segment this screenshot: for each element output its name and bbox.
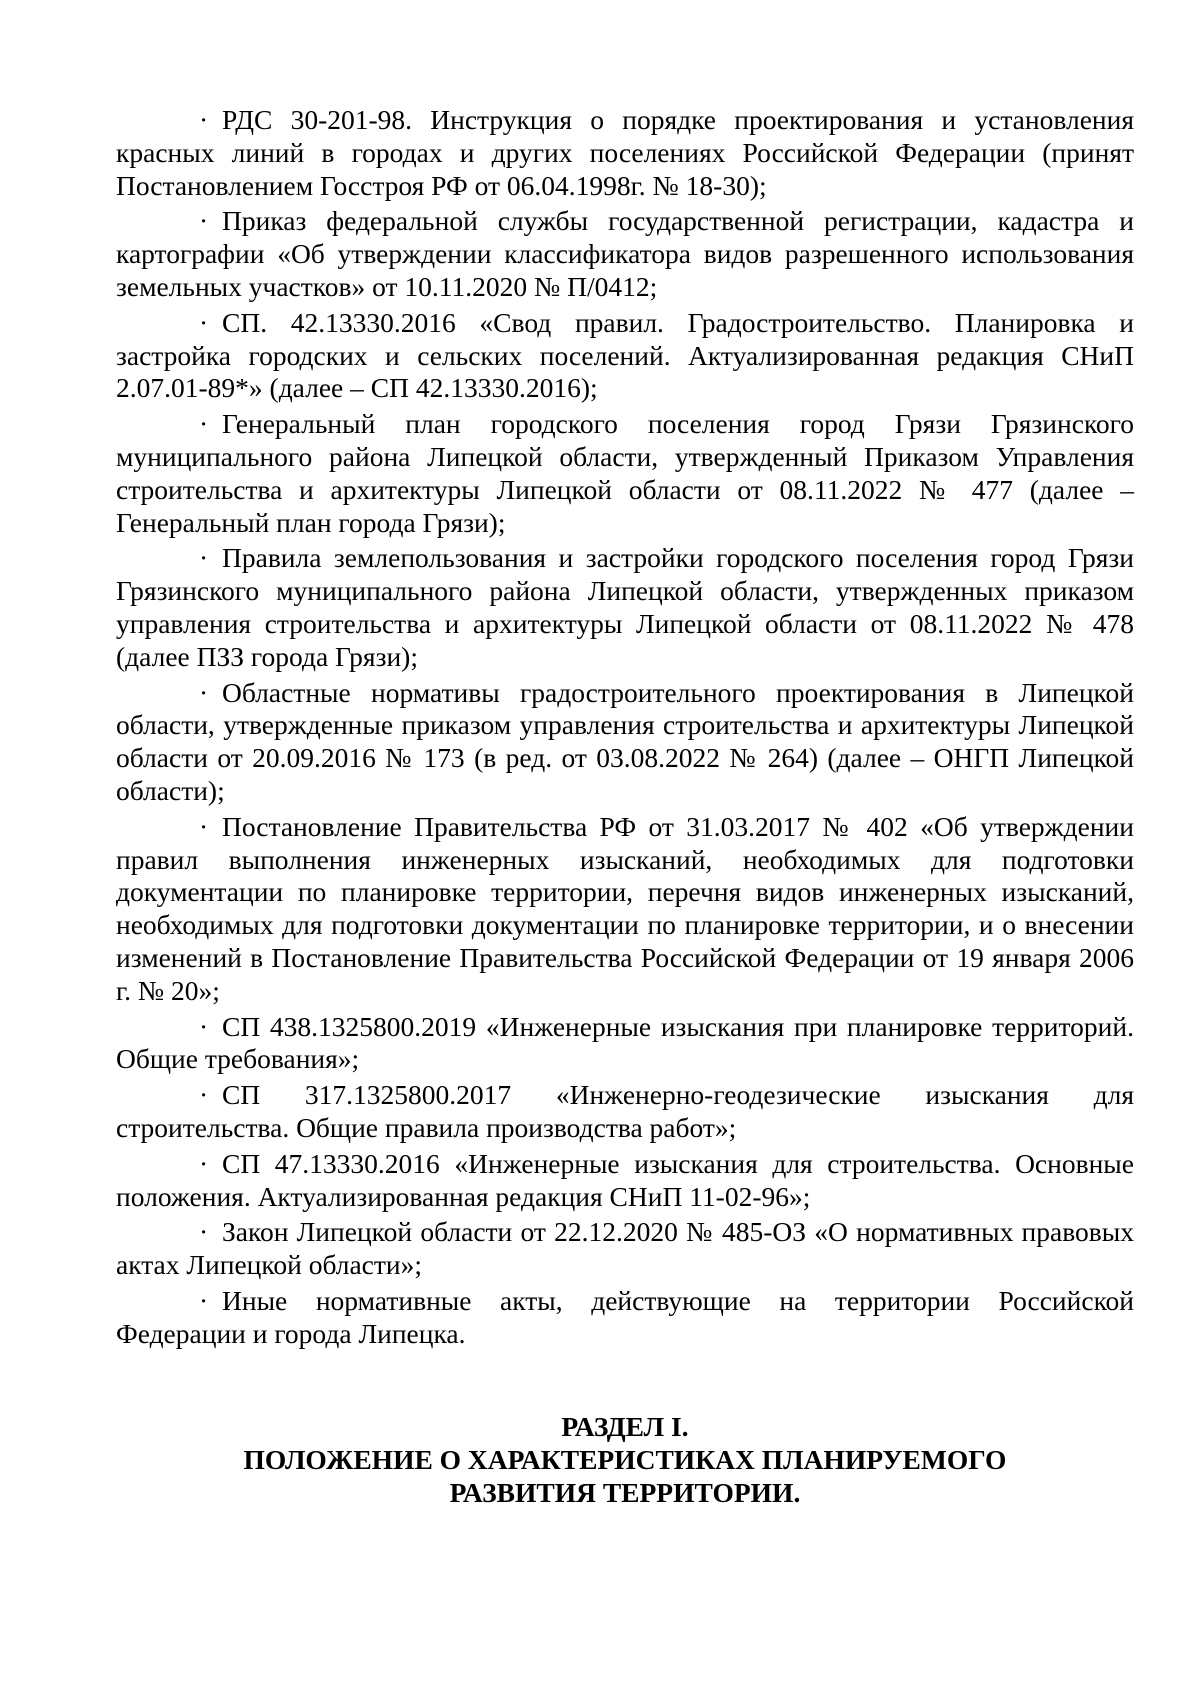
list-item-text: Областные нормативы градостроительного проектирования в Липецкой области, утвержденные приказом управления строительства и архитектуры Липецкой области от 20.09.2016 № 173 (в ред. от 03.08.2022 № 264) (далее – ОНГП Липецкой области); — [116, 676, 1134, 806]
list-item-text: СП. 42.13330.2016 «Свод правил. Градостроительство. Планировка и застройка городских и сельских поселений. Актуализированная редакция СНиП 2.07.01-89*» (далее – СП 42.13330.2016); — [116, 306, 1134, 404]
section-heading — [116, 1411, 1134, 1509]
list-item-sp-42 — [116, 307, 1134, 405]
list-item-sp-438 — [116, 1011, 1134, 1077]
list-item-text: Приказ федеральной службы государственной регистрации, кадастра и картографии «Об утверждении классификатора видов разрешенного использования земельных участков» от 10.11.2020 № П/0412; — [116, 205, 1134, 302]
list-item-pzz — [116, 542, 1134, 673]
bullet: · — [199, 676, 209, 708]
list-item-sp-317 — [116, 1079, 1134, 1145]
bullet: · — [199, 104, 209, 135]
bullet: · — [199, 1079, 209, 1111]
list-item-text: Закон Липецкой области от 22.12.2020 № 485-ОЗ «О нормативных правовых актах Липецкой области»; — [116, 1216, 1134, 1281]
list-item-text: Правила землепользования и застройки городского поселения город Грязи Грязинского муниципального района Липецкой области, утвержденных приказом управления строительства и архитектуры Липецкой области от 08.11.2022 № 478 (далее ПЗЗ города Грязи); — [116, 542, 1134, 672]
list-item-law-485 — [116, 1216, 1134, 1282]
section-number: РАЗДЕЛ I. — [561, 1411, 689, 1443]
bullet: · — [199, 1147, 209, 1179]
bullet: · — [199, 306, 209, 338]
bullet: · — [199, 1216, 209, 1248]
list-item-order-classifier — [116, 205, 1134, 303]
list-item-text: СП 317.1325800.2017 «Инженерно-геодезические изыскания для строительства. Общие правила производства работ»; — [116, 1079, 1134, 1143]
document-page — [116, 104, 1134, 1510]
bullet: · — [199, 205, 209, 237]
section-title-line-1: ПОЛОЖЕНИЕ О ХАРАКТЕРИСТИКАХ ПЛАНИРУЕМОГО — [243, 1444, 1007, 1476]
list-item-general-plan — [116, 408, 1134, 539]
list-item-text: СП 47.13330.2016 «Инженерные изыскания для строительства. Основные положения. Актуализированная редакция СНиП 11-02-96»; — [116, 1147, 1134, 1212]
list-item-text: СП 438.1325800.2019 «Инженерные изыскания при планировке территорий. Общие требования»; — [116, 1010, 1134, 1075]
section-title-line-2: РАЗВИТИЯ ТЕРРИТОРИИ. — [449, 1477, 801, 1509]
list-item-text: РДС 30-201-98. Инструкция о порядке проектирования и установления красных линий в городах и других поселениях Российской Федерации (принят Постановлением Госстроя РФ от 06.04.1998г. № 18-30); — [116, 104, 1134, 201]
list-item-text: Иные нормативные акты, действующие на территории Российской Федерации и города Липецка. — [116, 1284, 1134, 1349]
bullet: · — [199, 1284, 209, 1316]
list-item-other-acts — [116, 1285, 1134, 1351]
list-item-resolution-402 — [116, 811, 1134, 1008]
bullet: · — [199, 408, 209, 440]
list-item-text: Постановление Правительства РФ от 31.03.2017 № 402 «Об утверждении правил выполнения инженерных изысканий, необходимых для подготовки документации по планировке территории, перечня видов инженерных изысканий, необходимых для подготовки документации по планировке территории, и о внесении изменений в Постановление Правительства Российской Федерации от 19 января 2006 г. № 20»; — [116, 810, 1134, 1006]
list-item-ongp — [116, 677, 1134, 808]
list-item-text: Генеральный план городского поселения город Грязи Грязинского муниципального района Липецкой области, утвержденный Приказом Управления строительства и архитектуры Липецкой области от 08.11.2022 № 477 (далее – Генеральный план города Грязи); — [116, 408, 1134, 538]
bullet: · — [199, 542, 209, 574]
bullet: · — [199, 810, 209, 842]
list-item-sp-47 — [116, 1148, 1134, 1214]
list-item-rds — [116, 104, 1134, 202]
bullet: · — [199, 1010, 209, 1042]
